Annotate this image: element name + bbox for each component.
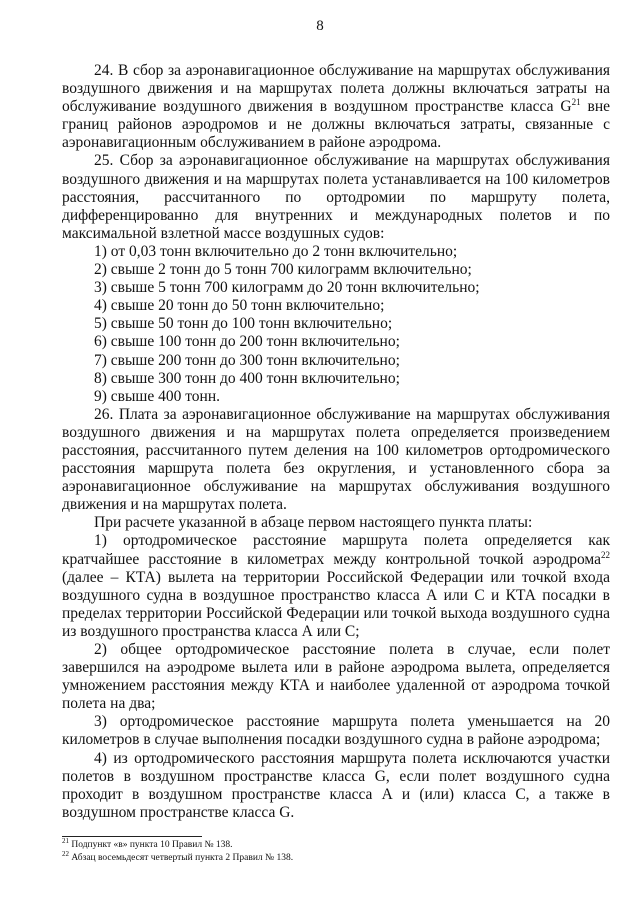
footnote-mark: 22 [62,850,69,858]
footnote-22 [62,852,610,865]
footnote-text: Абзац восемьдесят четвертый пункта 2 Правил № 138. [69,853,294,863]
footnote-divider [62,836,202,837]
footnote-text: Подпункт «в» пункта 10 Правил № 138. [69,840,233,850]
list-item: 7) свыше 200 тонн до 300 тонн включительно; [94,351,400,369]
list-item: 5) свыше 50 тонн до 100 тонн включительно; [94,315,393,333]
list-item: 4) свыше 20 тонн до 50 тонн включительно; [94,297,385,315]
paragraph-25: 25. Сбор за аэронавигационное обслуживание на маршрутах обслуживания воздушного движения и на маршрутах полета устанавливается на 100 километров расстояния, рассчитанного по ортодромии по маршруту полета, дифференцированно для внутренних и международных полетов и по максимальной взлетной массе воздушных судов: [62,152,610,242]
footnote-mark: 21 [62,837,69,845]
paragraph-24-text-b: вне границ районов аэродромов и не должны включаться затраты, связанные с аэронавигационным обслуживанием в районе аэродрома. [62,98,611,152]
paragraph-24 [62,62,610,152]
calculation-rule-3: 3) ортодромическое расстояние маршрута полета уменьшается на 20 километров в случае выполнения посадки воздушного судна в районе аэродрома; [62,713,610,749]
paragraph-26: 26. Плата за аэронавигационное обслуживание на маршрутах обслуживания воздушного движения и на маршрутах полета определяется произведением расстояния, рассчитанного путем деления на 100 километров ортодромического расстояния маршрута полета без округления, и установленного сбора за аэронавигационное обслуживание на маршрутах обслуживания воздушного движения и на маршрутах полета. [62,405,610,514]
footnotes [62,836,610,865]
calculation-rule-1 [62,532,610,641]
paragraph-24-text-a: 24. В сбор за аэронавигационное обслуживание на маршрутах обслуживания воздушного движения и на маршрутах полета должны включаться затраты на обслуживание воздушного движения в воздушном пространстве класса G [62,62,610,116]
calculation-rule-1-text-a: 1) ортодромическое расстояние маршрута полета определяется как кратчайшее расстояние в километрах между контрольной точкой аэродрома [62,532,610,568]
list-item: 3) свыше 5 тонн 700 килограмм до 20 тонн включительно; [94,279,480,297]
mass-list [62,243,610,406]
calculation-rule-2: 2) общее ортодромическое расстояние полета в случае, если полет завершился на аэродроме вылета или в районе аэродрома вылета, определяется умножением расстояния между КТА и наиболее удаленной от аэродрома точкой полета на два; [62,641,610,713]
calculation-rule-4: 4) из ортодромического расстояния маршрута полета исключаются участки полетов в воздушном пространстве класса G, если полет воздушного судна проходит в воздушном пространстве класса А и (или) класса С, а также в воздушном пространстве класса G. [62,749,610,821]
list-item: 9) свыше 400 тонн. [94,387,220,405]
footnote-ref-22: 22 [601,549,610,560]
list-item: 2) свыше 2 тонн до 5 тонн 700 килограмм включительно; [94,261,472,279]
footnote-21 [62,839,610,852]
document-body [62,62,610,822]
calculation-rule-1-text-b: (далее – КТА) вылета на территории Российской Федерации или точкой входа воздушного судна в воздушное пространство класса А или С и КТА посадки в пределах территории Российской Федерации или точкой выхода воздушного судна из воздушного пространства класса А или С; [62,568,610,640]
page-number: 8 [316,18,324,34]
list-item: 8) свыше 300 тонн до 400 тонн включительно; [94,369,400,387]
list-item: 6) свыше 100 тонн до 200 тонн включительно; [94,333,400,351]
footnote-ref-21: 21 [571,97,581,108]
calculation-intro: При расчете указанной в абзаце первом настоящего пункта платы: [94,514,533,532]
list-item: 1) от 0,03 тонн включительно до 2 тонн включительно; [94,242,458,260]
